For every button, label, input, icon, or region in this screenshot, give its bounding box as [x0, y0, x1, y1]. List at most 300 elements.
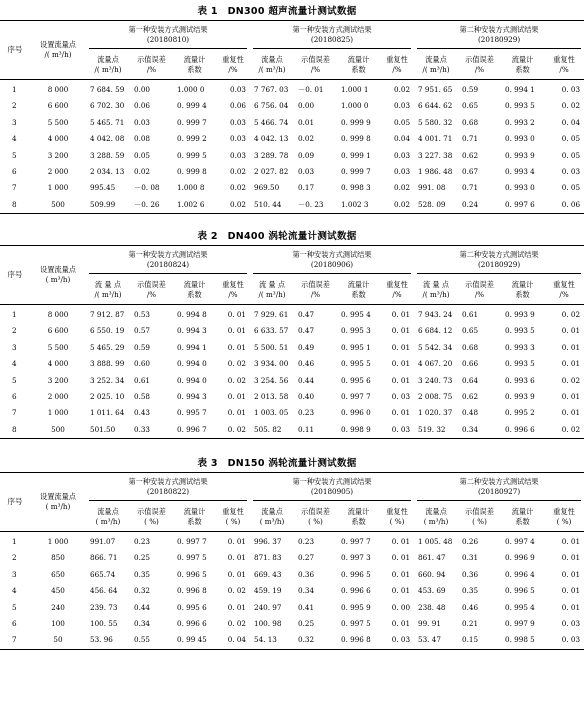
table-cell: 1 011. 64	[90, 408, 125, 418]
table-cell: 519. 32	[414, 422, 458, 439]
table-cell: 0. 999 8	[341, 134, 371, 144]
group-date: (20180905)	[310, 487, 354, 496]
table-caption: 表 2 DN400 涡轮流量计测试数据	[197, 231, 357, 242]
table-cell: 100	[51, 619, 65, 629]
table-cell: 0. 996 6	[177, 619, 207, 629]
table-cell: 459. 19	[254, 586, 282, 596]
table-cell: 1 000	[47, 408, 69, 418]
table-cell: 0. 995 3	[341, 326, 371, 336]
table-cell: 0. 01	[391, 569, 411, 579]
group-header-3	[414, 246, 584, 279]
sub-header	[130, 278, 173, 305]
table-cell: 650	[51, 569, 65, 579]
table-cell: 1.002 6	[173, 197, 216, 214]
group-header-inner	[253, 250, 411, 274]
table-cell: 0. 995 6	[341, 375, 371, 385]
sub-header-line1: 示值误差	[301, 280, 330, 289]
sub-header-line2: /( m³/h)	[422, 65, 450, 74]
sub-header	[458, 278, 501, 305]
sub-header-line2: ( m³/h)	[259, 517, 285, 526]
sub-header	[216, 505, 250, 532]
table-cell: 0.06	[230, 101, 247, 111]
table-cell: 0.24	[458, 197, 501, 214]
table-cell: 509.99	[86, 197, 130, 214]
table-cell: 500	[30, 197, 86, 214]
sub-header	[501, 278, 544, 305]
table-cell: 0. 999 5	[177, 150, 207, 160]
table-cell: 5 500	[47, 117, 69, 127]
table-cell: 0.03	[230, 150, 247, 160]
sub-header-line1: 流量点	[97, 55, 119, 64]
table-cell: 3 288. 59	[90, 150, 125, 160]
sub-header-line1: 流 量 点	[258, 280, 286, 289]
table-cell: 500	[30, 422, 86, 439]
sub-header-line2: 系数	[187, 517, 202, 526]
table-cell: 0. 999 7	[177, 117, 207, 127]
table-cell: 6 644. 62	[418, 101, 453, 111]
table-cell: 0.44	[134, 602, 151, 612]
table-cell: 0.04	[394, 134, 411, 144]
table-cell: 0. 00	[391, 602, 411, 612]
table-cell: 53. 47	[414, 632, 458, 649]
table-row	[0, 98, 584, 114]
sub-header	[501, 505, 544, 532]
table-cell: 0. 01	[561, 326, 581, 336]
sub-header	[173, 505, 216, 532]
table-cell: 0. 03	[561, 167, 581, 177]
sub-header-line1: 示值误差	[137, 507, 166, 516]
table-cell: 0. 01	[227, 553, 247, 563]
table-cell: 6 756. 04	[254, 101, 289, 111]
table-cell: 5 465. 71	[90, 117, 125, 127]
sub-header	[86, 278, 130, 305]
sub-header-line1: 示值误差	[137, 55, 166, 64]
table-cell: 0.02	[216, 197, 250, 214]
table-cell: －0. 26	[130, 197, 173, 214]
table-row	[0, 197, 584, 214]
sub-header	[250, 278, 294, 305]
sub-header-line1: 重复性	[553, 280, 575, 289]
table-cell: 0. 03	[544, 632, 584, 649]
sub-header-line2: /%	[228, 65, 238, 74]
sub-header	[337, 278, 380, 305]
table-cell: 0.03	[134, 117, 151, 127]
table-cell: 1	[12, 310, 17, 319]
group-header-inner	[89, 250, 247, 274]
setpoint-unit: /( m³/h)	[44, 50, 72, 59]
table-cell: 0. 03	[561, 85, 581, 94]
table-cell: 0. 05	[561, 150, 581, 160]
table-cell: 2 008. 75	[418, 392, 453, 402]
table-cell: 0. 996 5	[177, 569, 207, 579]
sub-header-line1: 重复性	[222, 507, 244, 516]
group-title: 第一种安装方式测试结果	[292, 250, 372, 259]
table-cell: 0. 995 5	[341, 359, 371, 369]
sub-header-line2: ( %)	[389, 517, 405, 526]
sub-header	[380, 505, 414, 532]
table-cell: 0.44	[298, 375, 315, 385]
table-cell: 0. 996 5	[341, 569, 371, 579]
table-cell: 0. 01	[391, 326, 411, 336]
table-cell: 0.26	[462, 537, 479, 546]
table-cell: 0.59	[462, 85, 479, 94]
table-cell: 0.05	[394, 117, 411, 127]
table-cell: 0. 997 4	[505, 537, 535, 546]
table-cell: 0.48	[462, 408, 479, 418]
sub-header	[544, 53, 584, 80]
table-cell: 0. 02	[227, 375, 247, 385]
table-cell: 2 027. 82	[254, 167, 289, 177]
table-cell: 0.35	[134, 569, 151, 579]
table-cell: 6 684. 12	[418, 326, 453, 336]
table-cell: 861. 47	[418, 553, 446, 563]
table-cell: 0.35	[462, 586, 479, 596]
sub-header-line1: 示值误差	[465, 55, 494, 64]
table-cell: 2 025. 10	[90, 392, 125, 402]
sub-header	[294, 505, 337, 532]
table-cell: 54. 13	[250, 632, 294, 649]
table-cell: 0. 998 5	[501, 632, 544, 649]
table-cell: 0.65	[462, 101, 479, 111]
sub-header-line1: 流量点	[425, 507, 447, 516]
table-cell: 6	[12, 392, 17, 402]
header-row-sub	[0, 278, 584, 305]
sub-header-line2: 系数	[515, 517, 530, 526]
table-cell: 0.02	[394, 85, 411, 94]
table-cell: 239. 73	[90, 602, 118, 612]
table-cell: 0. 03	[391, 392, 411, 402]
table-cell: 0. 02	[561, 310, 581, 319]
table-cell: 240. 97	[254, 602, 282, 612]
sub-header	[501, 53, 544, 80]
table-cell: 0. 993 5	[505, 101, 535, 111]
table-row	[0, 422, 584, 439]
table-cell: 0.68	[462, 117, 479, 127]
table-cell: 996. 37	[254, 537, 282, 546]
table-cell: 0. 999 8	[177, 167, 207, 177]
table-cell: 0. 02	[561, 101, 581, 111]
table-cell: 0. 01	[227, 392, 247, 402]
sub-header-line1: 流量计	[511, 55, 534, 64]
sub-header-line2: /( m³/h)	[258, 290, 286, 299]
table-cell: 4 000	[47, 134, 69, 144]
table-cell: 0.34	[298, 586, 315, 596]
table-row	[0, 616, 584, 632]
sub-header-line1: 重复性	[222, 55, 244, 64]
table-cell: 4	[12, 359, 17, 369]
table-cell: 1.000 8	[177, 183, 205, 193]
sub-header-line1: 流量点	[425, 55, 447, 64]
setpoint-unit: ( m³/h)	[45, 502, 71, 511]
table-cell: 510. 44	[250, 197, 294, 214]
table-cell: 1 003. 05	[254, 408, 289, 418]
sub-header-line2: /( m³/h)	[94, 290, 122, 299]
table-cell: 0.05	[134, 150, 151, 160]
table-cell: 99. 91	[418, 619, 441, 629]
sub-header-line1: 流量点	[97, 507, 119, 516]
table-cell: 0.32	[134, 586, 151, 596]
table-cell: 6 702. 30	[90, 101, 125, 111]
table-cell: 0.71	[462, 134, 479, 144]
header-row-sub	[0, 53, 584, 80]
table-cell: 5 500	[47, 342, 69, 352]
table-cell: 0. 999 2	[177, 134, 207, 144]
table-cell: 0.67	[462, 167, 479, 177]
table-cell: 3 289. 78	[254, 150, 289, 160]
table-cell: 3	[12, 342, 17, 352]
table-cell: 0. 993 4	[505, 167, 535, 177]
table-cell: 1	[12, 85, 17, 94]
table-cell: 0.23	[298, 537, 315, 546]
table-row	[0, 532, 584, 551]
table-cell: 4 042. 08	[90, 134, 125, 144]
data-table	[0, 245, 584, 439]
table-cell: 3 254. 56	[254, 375, 289, 385]
sub-header	[86, 53, 130, 80]
table-cell: 0.06	[134, 101, 151, 111]
sub-header-line1: 流量计	[183, 55, 206, 64]
table-cell: 7	[12, 408, 17, 418]
table-cell: 0. 01	[561, 586, 581, 596]
table-row	[0, 131, 584, 147]
table-cell: 7 767. 03	[254, 85, 289, 94]
table-cell: 0.03	[230, 85, 247, 94]
table-cell: 995.45	[90, 183, 116, 193]
group-header-1	[86, 473, 250, 506]
sub-header-line1: 重复性	[222, 280, 244, 289]
table-cell: 0. 01	[391, 553, 411, 563]
table-cell: 0. 999 7	[341, 167, 371, 177]
table-cell: 53. 96	[86, 632, 130, 649]
table-block-2	[0, 229, 581, 439]
table-cell: 0.03	[394, 101, 411, 111]
table-row	[0, 305, 584, 324]
table-cell: 3	[12, 569, 17, 579]
col-header-setpoint	[30, 21, 86, 80]
table-cell: 0. 998 3	[341, 183, 371, 193]
table-cell: 7 684. 59	[90, 85, 125, 94]
table-cell: 2	[12, 326, 17, 336]
table-cell: 0. 01	[561, 392, 581, 402]
table-row	[0, 180, 584, 196]
sub-header-line2: 系数	[351, 290, 366, 299]
sub-header-line2: /%	[559, 290, 569, 299]
sub-header-line1: 重复性	[386, 280, 408, 289]
table-cell: 0.32	[294, 632, 337, 649]
table-cell: 0. 997 9	[505, 619, 535, 629]
table-cell: 0. 993 6	[505, 375, 535, 385]
table-cell: 0. 995 6	[177, 602, 207, 612]
table-cell: 6	[12, 167, 17, 177]
table-cell: 505. 82	[250, 422, 294, 439]
table-cell: 1 020. 37	[418, 408, 453, 418]
sub-header-line1: 重复性	[386, 55, 408, 64]
sub-header-line2: 系数	[187, 290, 202, 299]
table-cell: 0.25	[298, 619, 315, 629]
table-cell: 0.60	[134, 359, 151, 369]
table-cell: 0.68	[462, 342, 479, 352]
table-cell: 0.08	[134, 134, 151, 144]
table-cell: 0.03	[230, 117, 247, 127]
table-cell: 0.58	[134, 392, 151, 402]
table-cell: 450	[51, 586, 65, 596]
table-cell: 0. 995 4	[505, 602, 535, 612]
group-header-1	[86, 21, 250, 54]
table-cell: 850	[51, 553, 65, 563]
header-row-groups	[0, 246, 584, 279]
table-cell: 1 000	[47, 537, 69, 546]
sub-header	[130, 505, 173, 532]
table-cell: 8 000	[47, 310, 69, 319]
table-cell: 6 550. 19	[90, 326, 125, 336]
table-cell: 100. 98	[254, 619, 282, 629]
table-cell: 8	[0, 197, 30, 214]
table-cell: 0.03	[394, 167, 411, 177]
table-cell: 0.61	[462, 310, 479, 319]
table-cell: 0. 05	[561, 134, 581, 144]
table-cell: 669. 43	[254, 569, 282, 579]
table-cell: 2 034. 13	[90, 167, 125, 177]
table-cell: 0. 01	[391, 537, 411, 546]
sub-header	[250, 505, 294, 532]
table-cell: 0.02	[230, 167, 247, 177]
sub-header-line1: 流 量 点	[422, 280, 450, 289]
table-cell: 8 000	[47, 85, 69, 94]
table-cell: 0. 998 9	[337, 422, 380, 439]
table-cell: 0. 999 4	[177, 101, 207, 111]
table-cell: 0.11	[294, 422, 337, 439]
table-cell: 0.46	[298, 359, 315, 369]
table-cell: 8	[0, 422, 30, 439]
sub-header-line1: 流量计	[347, 507, 370, 516]
table-cell: 0. 996 8	[337, 632, 380, 649]
table-cell: 0. 994 1	[505, 85, 535, 94]
sub-header	[414, 53, 458, 80]
table-cell: 7 943. 24	[418, 310, 453, 319]
table-cell: 0.55	[130, 632, 173, 649]
table-cell: 50	[30, 632, 86, 649]
sub-header	[414, 505, 458, 532]
group-date: (20180906)	[310, 260, 354, 269]
table-row	[0, 373, 584, 389]
table-cell: 528. 09	[414, 197, 458, 214]
sub-header-line2: ( %)	[472, 517, 487, 526]
group-title: 第二种安装方式测试结果	[459, 25, 539, 34]
table-cell: 0. 01	[227, 342, 247, 352]
table-cell: 0.23	[134, 537, 151, 546]
group-header-2	[250, 246, 414, 279]
sub-header-line2: /%	[146, 65, 157, 74]
table-cell: 456. 64	[90, 586, 118, 596]
table-cell: 0. 05	[561, 183, 581, 193]
table-row	[0, 323, 584, 339]
sub-header	[414, 278, 458, 305]
table-cell: 0.03	[230, 134, 247, 144]
sub-header	[337, 53, 380, 80]
sub-header	[544, 505, 584, 532]
table-cell: 0.61	[134, 375, 151, 385]
group-header-inner	[417, 477, 581, 501]
table-cell: 6 600	[47, 101, 69, 111]
table-cell: 1	[12, 537, 17, 546]
setpoint-label: 设置流量点	[40, 40, 76, 49]
sub-header	[458, 53, 501, 80]
table-cell: 0.09	[298, 150, 315, 160]
table-cell: 0. 996 9	[505, 553, 535, 563]
setpoint-unit: ( m³/h)	[45, 275, 71, 284]
table-row	[0, 164, 584, 180]
table-cell: 0.25	[134, 553, 151, 563]
table-cell: 0.40	[298, 392, 315, 402]
sub-header-line2: /%	[228, 290, 238, 299]
table-cell: 3 240. 73	[418, 375, 453, 385]
table-cell: 0.23	[298, 408, 315, 418]
group-date: (20180810)	[146, 35, 190, 44]
table-cell: 3 934. 00	[254, 359, 289, 369]
sub-header-line1: 重复性	[553, 507, 575, 516]
table-block-1	[0, 4, 581, 214]
table-cell: 0. 993 3	[505, 342, 535, 352]
table-cell: 0. 994 1	[177, 342, 207, 352]
table-cell: 1.000 1	[341, 85, 369, 94]
table-cell: 0. 995 9	[341, 602, 371, 612]
table-cell: 5	[12, 150, 17, 160]
setpoint-label: 设置流量点	[40, 492, 76, 501]
table-cell: 0. 993 9	[505, 392, 535, 402]
sub-header	[294, 53, 337, 80]
table-cell: 5	[12, 375, 17, 385]
table-cell: 0.02	[298, 134, 315, 144]
table-cell: 0.71	[462, 183, 479, 193]
sub-header-line2: /%	[392, 290, 402, 299]
sub-header-line1: 示值误差	[465, 280, 494, 289]
table-cell: 0. 999 9	[341, 117, 371, 127]
table-cell: 0. 02	[227, 586, 247, 596]
table-cell: 0. 06	[544, 197, 584, 214]
table-cell: 4 001. 71	[418, 134, 453, 144]
table-cell: 6 633. 57	[254, 326, 289, 336]
sub-header-line2: ( m³/h)	[95, 517, 121, 526]
table-cell: 2	[12, 101, 17, 111]
col-header-seq: 序号	[0, 246, 30, 305]
sub-header	[173, 278, 216, 305]
table-row	[0, 567, 584, 583]
sub-header-line2: /( m³/h)	[258, 65, 286, 74]
group-date: (20180929)	[477, 260, 521, 269]
table-cell: 0. 01	[561, 537, 581, 546]
table-cell: 4 042. 13	[254, 134, 289, 144]
table-cell: 0.62	[462, 150, 479, 160]
table-cell: 3 200	[47, 375, 69, 385]
sub-header-line2: 系数	[351, 517, 366, 526]
group-header-inner	[417, 25, 581, 49]
table-cell: 3 888. 99	[90, 359, 125, 369]
table-row	[0, 80, 584, 99]
table-cell: 0.00	[298, 101, 315, 111]
table-cell: 0.65	[462, 326, 479, 336]
sub-header-line2: /%	[474, 65, 485, 74]
table-caption: 表 3 DN150 涡轮流量计测试数据	[197, 458, 357, 469]
table-cell: 0. 01	[391, 586, 411, 596]
sub-header-line2: /%	[310, 290, 321, 299]
sub-header	[130, 53, 173, 80]
sub-header-line2: ( %)	[556, 517, 572, 526]
table-cell: 2	[12, 553, 17, 563]
table-cell: 0. 02	[544, 422, 584, 439]
table-cell: 0.59	[134, 342, 151, 352]
table-cell: 1 000	[47, 183, 69, 193]
table-cell: 0. 997 7	[341, 392, 371, 402]
